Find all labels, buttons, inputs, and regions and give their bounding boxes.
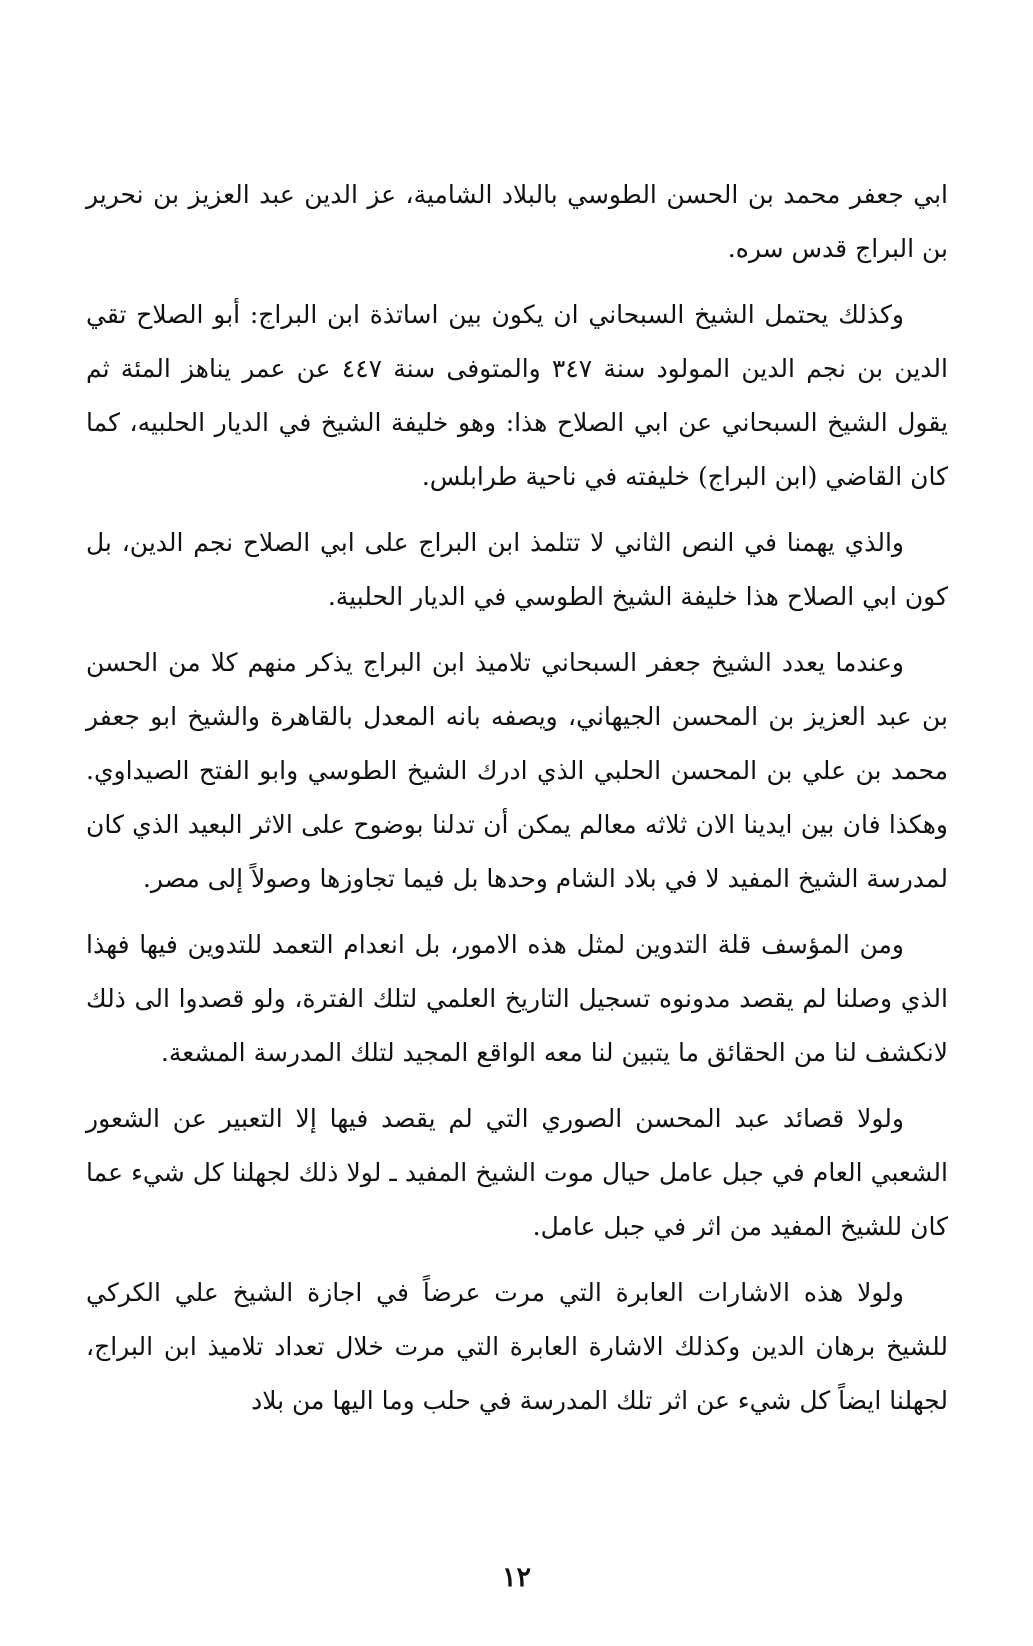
paragraph-continuation: ابي جعفر محمد بن الحسن الطوسي بالبلاد الشامية، عز الدين عبد العزيز بن نحرير بن البراج قدس سره. bbox=[86, 180, 948, 263]
paragraph-teachers: وكذلك يحتمل الشيخ السبحاني ان يكون بين اساتذة ابن البراج: أبو الصلاح تقي الدين بن نجم الدين المولود سنة ٣٤٧ والمتوفى سنة ٤٤٧ عن عمر يناهز المئة ثم يقول الشيخ السبحاني عن ابي الصلاح هذا: وهو خليفة الشيخ في الديار الحلبيه، كما كان القاضي (ابن البراج) خليفته في ناحية طرابلس. bbox=[86, 300, 948, 491]
paragraph-second-text: والذي يهمنا في النص الثاني لا تتلمذ ابن البراج على ابي الصلاح نجم الدين، بل كون ابي الصلاح هذا خليفة الشيخ الطوسي في الديار الحلبية. bbox=[86, 528, 948, 611]
paragraph-poems: ولولا قصائد عبد المحسن الصوري التي لم يقصد فيها إلا التعبير عن الشعور الشعبي العام في جبل عامل حيال موت الشيخ المفيد ـ لولا ذلك لجهلنا كل شيء عما كان للشيخ المفيد من اثر في جبل عامل. bbox=[86, 1104, 948, 1241]
page-body bbox=[86, 168, 948, 1440]
paragraph-students: وعندما يعدد الشيخ جعفر السبحاني تلاميذ ابن البراج يذكر منهم كلا من الحسن بن عبد العزيز بن المحسن الجيهاني، ويصفه بانه المعدل بالقاهرة والشيخ ابو جعفر محمد بن علي بن المحسن الحلبي الذي ادرك الشيخ الطوسي وابو الفتح الصيداوي. وهكذا فان بين ايدينا الان ثلاثه معالم يمكن أن تدلنا بوضوح على الاثر البعيد الذي كان لمدرسة الشيخ المفيد لا في بلاد الشام وحدها بل فيما تجاوزها وصولاً إلى مصر. bbox=[86, 648, 948, 893]
paragraph-references: ولولا هذه الاشارات العابرة التي مرت عرضاً في اجازة الشيخ علي الكركي للشيخ برهان الدين وكذلك الاشارة العابرة التي مرت خلال تعداد تلاميذ ابن البراج، لجهلنا ايضاً كل شيء عن اثر تلك المدرسة في حلب وما اليها من بلاد bbox=[86, 1278, 948, 1415]
paragraph-documentation: ومن المؤسف قلة التدوين لمثل هذه الامور، بل انعدام التعمد للتدوين فيها فهذا الذي وصلنا لم يقصد مدونوه تسجيل التاريخ العلمي لتلك الفترة، ولو قصدوا الى ذلك لانكشف لنا من الحقائق ما يتبين لنا معه الواقع المجيد لتلك المدرسة المشعة. bbox=[86, 930, 948, 1067]
page-number: ١٢ bbox=[501, 1562, 531, 1593]
